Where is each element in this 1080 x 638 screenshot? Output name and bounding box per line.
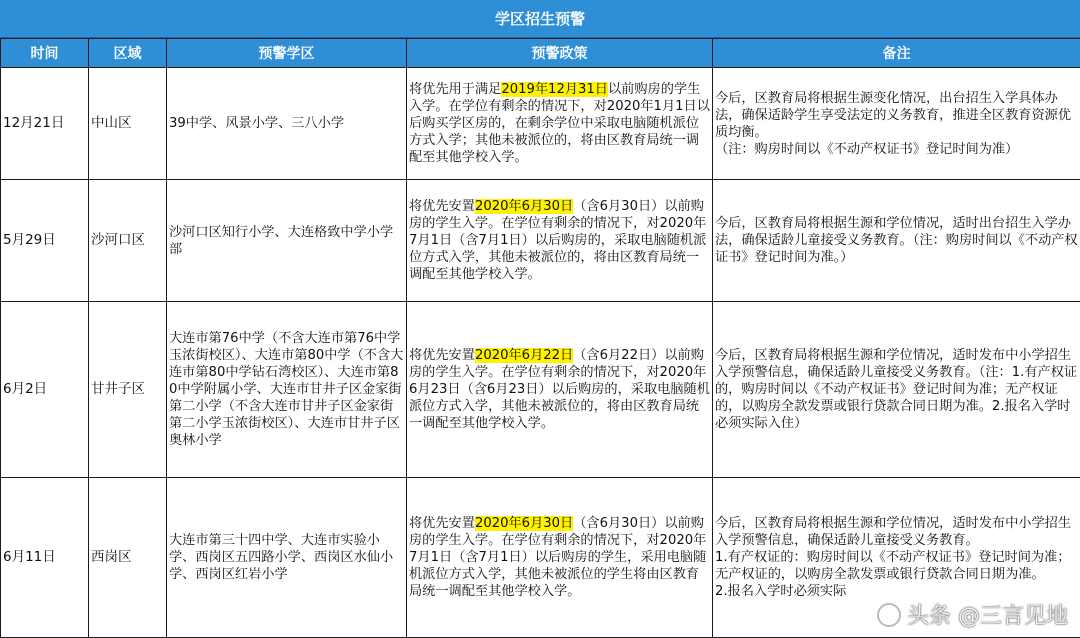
note-cell: 今后，区教育局将根据生源和学位情况，适时发布中小学招生入学预警信息，确保适龄儿童接受义务教育。（注：1.有产权证的，购房时间以《不动产权证书》登记时间为准；无产权证的，以购房全款发票或银行贷款合同日期为准。2.报名入学时必须实际入住）: [713, 302, 1080, 478]
highlighted-date: 2019年12月31日: [501, 82, 608, 97]
header-row: [1, 39, 1080, 68]
schools-cell: 大连市第76中学（不含大连市第76中学玉浓街校区）、大连市第80中学（不含大连市第80中学钻石湾校区）、大连市第80中学附属小学、大连市甘井子区金家街第二小学（不含大连市甘井子区金家街第二小学玉浓街校区）、大连市甘井子区奥林小学: [167, 302, 407, 478]
policy-cell: [407, 180, 713, 302]
policy-text: （含6月30日）以前购房的学生入学。在学位有剩余的情况下，对2020年7月1日（含7月1日）以后购房的学生，采用电脑随机派位方式入学，其他未被派位的学生将由区教育局统一调配至其他学校入学。: [409, 516, 706, 599]
date-cell: 6月2日: [1, 302, 89, 478]
watermark-logo-icon: [877, 603, 901, 627]
header-schools: 预警学区: [167, 39, 407, 68]
schools-cell: 39中学、风景小学、三八小学: [167, 68, 407, 180]
watermark-text: 头条 @三言见地: [907, 599, 1068, 630]
policy-cell: [407, 68, 713, 180]
policy-text: 以前购房的学生入学。在学位有剩余的情况下，对2020年1月1日以后购买学区房的，在剩余学位中采取电脑随机派位方式入学；其他未被派位的，将由区教育局统一调配至其他学校入学。: [409, 82, 710, 165]
policy-text: （含6月30日）以前购房的学生入学。在学位有剩余的情况下，对2020年7月1日（含7月1日）以后购房的，采取电脑随机派位方式入学，其他未被派位的，将由区教育局统一调配至其他学校入学。: [409, 199, 706, 282]
district-cell: 沙河口区: [89, 180, 167, 302]
date-cell: 5月29日: [1, 180, 89, 302]
header-note: 备注: [713, 39, 1080, 68]
highlighted-date: 2020年6月30日: [475, 199, 573, 214]
district-cell: 甘井子区: [89, 302, 167, 478]
highlighted-date: 2020年6月30日: [475, 516, 573, 531]
policy-text: 将优先安置: [409, 516, 475, 531]
schools-cell: 沙河口区知行小学、大连格致中学小学部: [167, 180, 407, 302]
enrollment-warning-table: [0, 38, 1080, 638]
note-cell: 今后，区教育局将根据生源变化情况，出台招生入学具体办法，确保适龄学生享受法定的义务教育，推进全区教育资源优质均衡。 （注：购房时间以《不动产权证书》登记时间为准）: [713, 68, 1080, 180]
note-cell: 今后，区教育局将根据生源和学位情况，适时发布中小学招生入学预警信息，确保适龄儿童接受义务教育。 1.有产权证的：购房时间以《不动产权证书》登记时间为准；无产权证的，以购房全款发票或银行贷款合同日期为准。 2.报名入学时必须实际: [713, 478, 1080, 638]
schools-cell: 大连市第三十四中学、大连市实验小学、西岗区五四路小学、西岗区水仙小学、西岗区红岩小学: [167, 478, 407, 638]
table-row: [1, 68, 1080, 180]
table-title: 学区招生预警: [0, 0, 1080, 38]
note-cell: 今后，区教育局将根据生源和学位情况，适时出台招生入学办法，确保适龄儿童接受义务教育。（注：购房时间以《不动产权证书》登记时间为准。）: [713, 180, 1080, 302]
policy-text: （含6月22日）以前购房的学生入学。在学位有剩余的情况下，对2020年6月23日（含6月23日）以后购房的，采取电脑随机派位方式入学，其他未被派位的，将由区教育局统一调配至其他学校入学。: [409, 348, 710, 431]
date-cell: 12月21日: [1, 68, 89, 180]
header-date: 时间: [1, 39, 89, 68]
highlighted-date: 2020年6月22日: [475, 348, 573, 363]
header-district: 区域: [89, 39, 167, 68]
date-cell: 6月11日: [1, 478, 89, 638]
watermark: [877, 599, 1068, 630]
header-policy: 预警政策: [407, 39, 713, 68]
policy-cell: [407, 302, 713, 478]
policy-text: 将优先用于满足: [409, 82, 501, 97]
table-row: [1, 302, 1080, 478]
table-row: [1, 180, 1080, 302]
district-cell: 中山区: [89, 68, 167, 180]
policy-cell: [407, 478, 713, 638]
district-cell: 西岗区: [89, 478, 167, 638]
policy-text: 将优先安置: [409, 348, 475, 363]
policy-text: 将优先安置: [409, 199, 475, 214]
